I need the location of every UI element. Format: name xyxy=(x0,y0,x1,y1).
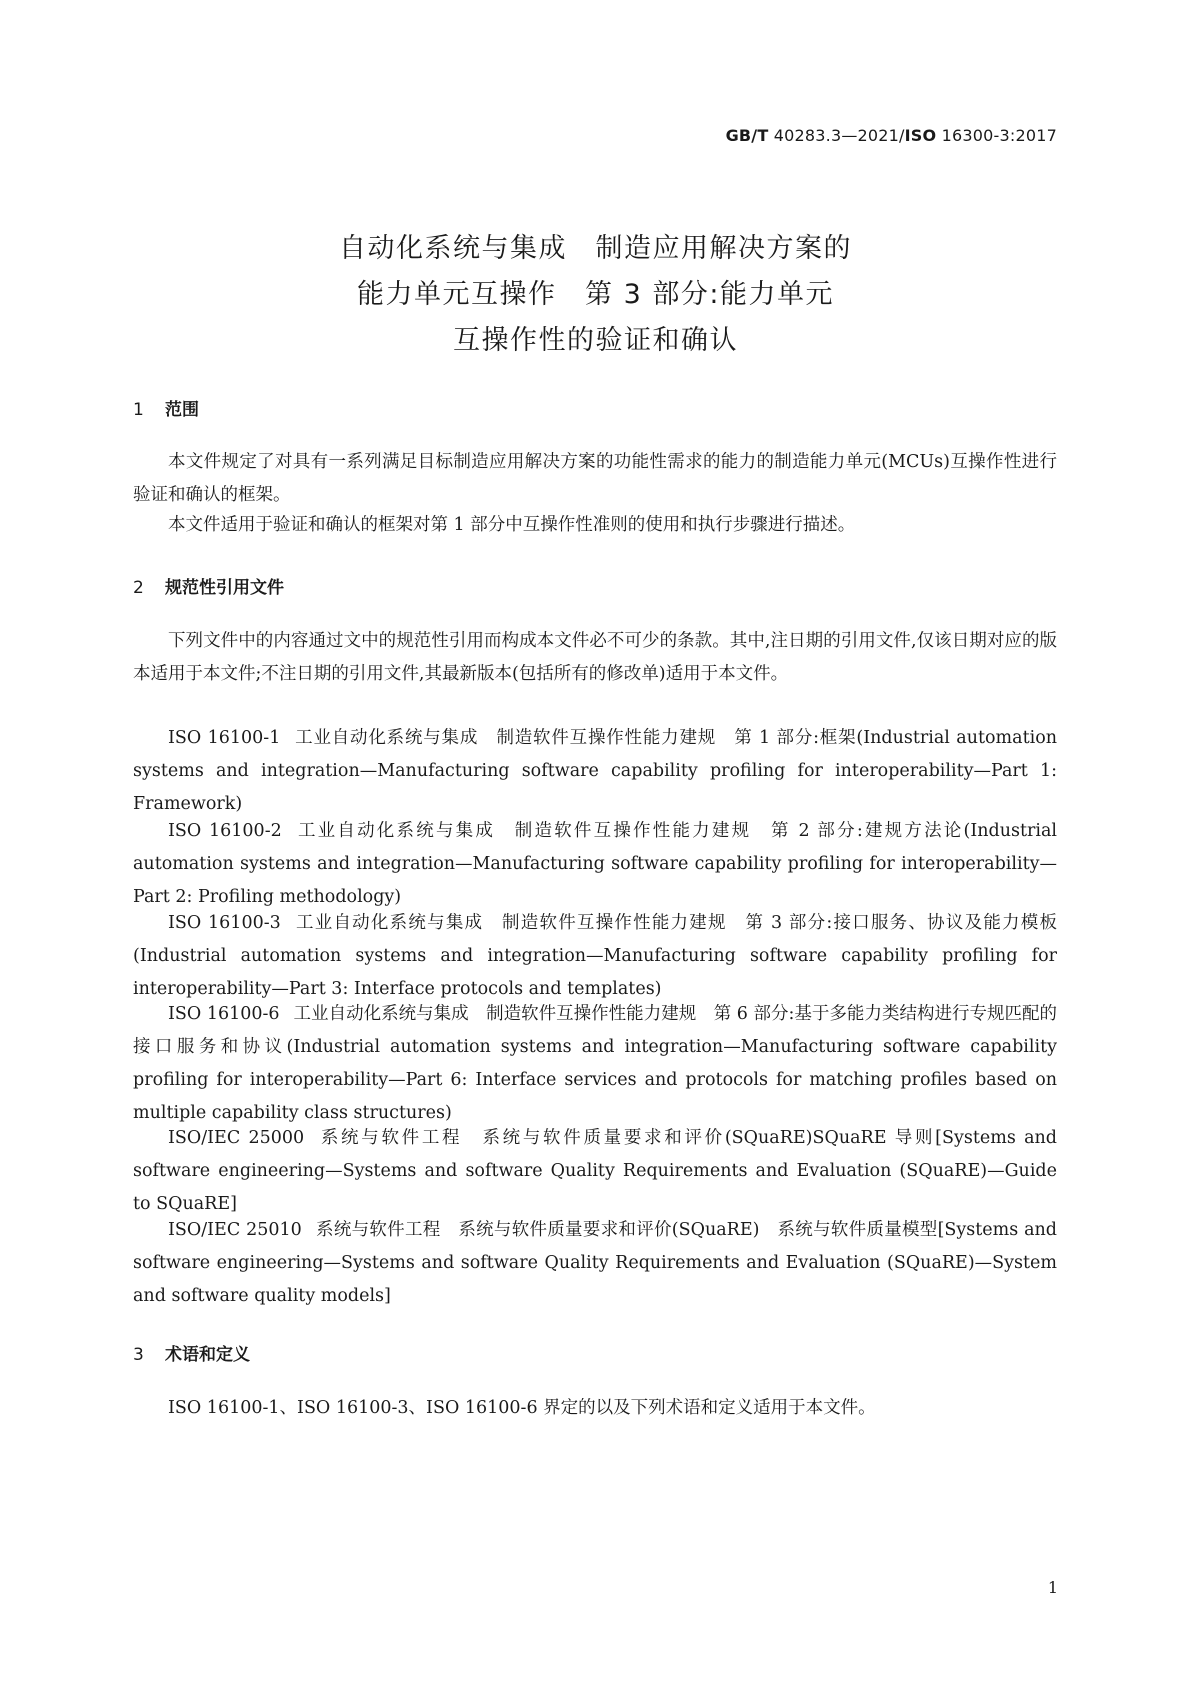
iso-prefix: ISO xyxy=(904,126,937,145)
reference-code: ISO/IEC 25000 xyxy=(168,1128,305,1148)
section-1-paragraph-2: 本文件适用于验证和确认的框架对第 1 部分中互操作性准则的使用和执行步骤进行描述。 xyxy=(168,515,856,535)
reference-code: ISO 16100-1 xyxy=(168,728,281,748)
section-3-heading xyxy=(133,1340,250,1365)
reference-text: 工业自动化系统与集成 制造软件互操作性能力建规 第 2 部分:建规方法论(Industrial automation systems and integration—Manufacturing software capability profiling for interoperability—Part 2: Profiling methodology) xyxy=(133,821,1057,907)
standard-code xyxy=(726,126,1057,145)
reference-item xyxy=(133,998,1057,1130)
reference-code: ISO 16100-3 xyxy=(168,913,281,933)
std-number: 40283.3—2021/ xyxy=(773,126,905,145)
reference-item xyxy=(133,1214,1057,1313)
reference-text: 工业自动化系统与集成 制造软件互操作性能力建规 第 3 部分:接口服务、协议及能力模板(Industrial automation systems and integration—Manufacturing software capability profiling for interoperability—Part 3: Interface protocols and templates) xyxy=(133,913,1058,999)
reference-item xyxy=(133,815,1057,914)
reference-text: 工业自动化系统与集成 制造软件互操作性能力建规 第 6 部分:基于多能力类结构进行专规匹配的接口服务和协议(Industrial automation systems and integration—Manufacturing software capability profiling for interoperability—Part 6: Interface services and protocols for matching profiles based on multiple capability class structures) xyxy=(133,1004,1058,1123)
std-prefix: GB/T xyxy=(725,126,769,145)
reference-code: ISO 16100-2 xyxy=(168,821,282,841)
section-2-title: 规范性引用文件 xyxy=(165,578,284,598)
section-3-paragraph-1: ISO 16100-1、ISO 16100-3、ISO 16100-6 界定的以及下列术语和定义适用于本文件。 xyxy=(168,1398,876,1418)
iso-number: 16300-3:2017 xyxy=(941,126,1057,145)
reference-code: ISO/IEC 25010 xyxy=(168,1220,302,1240)
section-2-number: 2 xyxy=(133,578,144,598)
section-1-number: 1 xyxy=(133,400,144,420)
reference-text: 系统与软件工程 系统与软件质量要求和评价(SQuaRE)SQuaRE 导则[Systems and software engineering—Systems and software Quality Requirements and Evaluation (SQuaRE)—Guide to SQuaRE] xyxy=(133,1128,1057,1214)
section-1-paragraph-1: 本文件规定了对具有一系列满足目标制造应用解决方案的功能性需求的能力的制造能力单元(MCUs)互操作性进行验证和确认的框架。 xyxy=(133,452,1057,505)
reference-item xyxy=(133,722,1057,821)
title-line-2: 能力单元互操作 第 3 部分:能力单元 xyxy=(357,279,834,310)
section-1-heading xyxy=(133,395,199,420)
reference-text: 工业自动化系统与集成 制造软件互操作性能力建规 第 1 部分:框架(Industrial automation systems and integration—Manufacturing software capability profiling for interoperability—Part 1: Framework) xyxy=(133,728,1058,814)
section-2-heading xyxy=(133,573,284,598)
reference-item xyxy=(133,1122,1057,1221)
section-1-title: 范围 xyxy=(165,400,199,420)
section-3-number: 3 xyxy=(133,1345,144,1365)
page-number: 1 xyxy=(1047,1578,1058,1597)
reference-code: ISO 16100-6 xyxy=(168,1004,280,1024)
document-title xyxy=(0,226,1191,364)
section-3-title: 术语和定义 xyxy=(165,1345,250,1365)
title-line-3: 互操作性的验证和确认 xyxy=(453,325,738,356)
title-line-1: 自动化系统与集成 制造应用解决方案的 xyxy=(339,233,852,264)
reference-text: 系统与软件工程 系统与软件质量要求和评价(SQuaRE) 系统与软件质量模型[Systems and software engineering—Systems and software Quality Requirements and Evaluation (SQuaRE)—System and software quality models] xyxy=(133,1220,1057,1306)
reference-item xyxy=(133,907,1057,1006)
section-2-intro: 下列文件中的内容通过文中的规范性引用而构成本文件必不可少的条款。其中,注日期的引用文件,仅该日期对应的版本适用于本文件;不注日期的引用文件,其最新版本(包括所有的修改单)适用于本文件。 xyxy=(133,631,1057,684)
